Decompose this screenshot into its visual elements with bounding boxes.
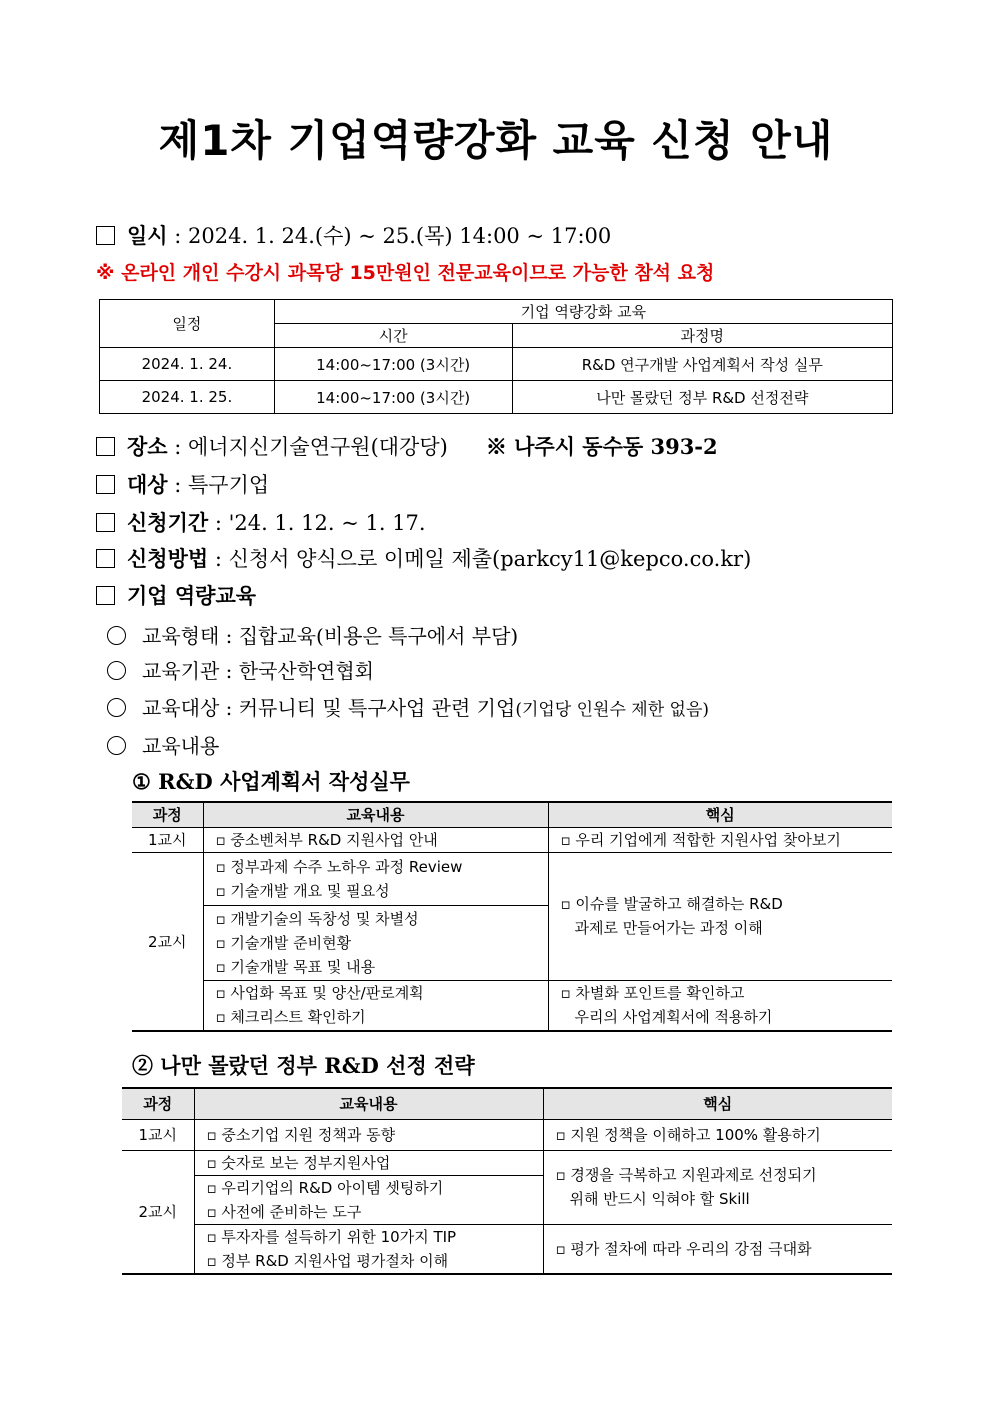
- training-item: [107, 692, 709, 721]
- row-date: 2024. 1. 24.: [100, 348, 275, 381]
- col-header: 핵심: [543, 1088, 892, 1119]
- training-line: [96, 580, 256, 610]
- col-header: 교육내용: [194, 1088, 543, 1119]
- table-row: [100, 381, 893, 414]
- content-line: ▫ 우리기업의 R&D 아이템 셋팅하기: [206, 1178, 444, 1197]
- place-value: : 에너지신기술연구원(대강당): [167, 435, 448, 459]
- row-course: R&D 연구개발 사업계획서 작성 실무: [512, 348, 892, 381]
- content-line: ▫ 숫자로 보는 정부지원사업: [206, 1153, 391, 1172]
- training-label: 기업 역량교육: [127, 583, 257, 608]
- circle-bullet-icon: [107, 626, 126, 645]
- table-row: [122, 1119, 892, 1150]
- key-line: ▫ 차별화 포인트를 확인하고: [560, 984, 745, 1003]
- col-header: 교육내용: [203, 802, 548, 827]
- target-line: [96, 469, 269, 499]
- target-label: 대상: [127, 472, 168, 497]
- group-header: 기업 역량강화 교육: [274, 300, 892, 324]
- col-course-header: 과정명: [512, 324, 892, 348]
- session-key: ▫ 우리 기업에게 적합한 지원사업 찾아보기: [548, 827, 892, 852]
- content-line: ▫ 사업화 목표 및 양산/판로계획: [215, 984, 424, 1003]
- col-header: 과정: [122, 1088, 194, 1119]
- training-item-text: 교육기관 : 한국산학연협회: [142, 659, 374, 683]
- col-header: 과정: [132, 802, 203, 827]
- table-row: [122, 1150, 892, 1175]
- schedule-table: [99, 299, 893, 414]
- training-item-text: 교육내용: [142, 734, 220, 758]
- content-line: ▫ 체크리스트 확인하기: [215, 1008, 366, 1027]
- training-item-text: 교육형태 : 집합교육(비용은 특구에서 부담): [142, 624, 519, 648]
- table-row: [100, 348, 893, 381]
- col-time-header: 시간: [274, 324, 512, 348]
- key-line: 위해 반드시 익혀야 할 Skill: [569, 1190, 750, 1208]
- content-line: ▫ 개발기술의 독창성 및 차별성: [215, 909, 419, 928]
- checkbox-icon: [96, 586, 115, 605]
- row-course: 나만 몰랐던 정부 R&D 선정전략: [512, 381, 892, 414]
- key-line: ▫ 경쟁을 극복하고 지원과제로 선정되기: [555, 1166, 817, 1184]
- method-line: [96, 543, 751, 573]
- schedule-line: [96, 220, 611, 250]
- row-time: 14:00~17:00 (3시간): [274, 381, 512, 414]
- place-line: [96, 431, 718, 461]
- session-label: 1교시: [122, 1119, 194, 1150]
- table-row: [122, 1224, 892, 1274]
- checkbox-icon: [96, 437, 115, 456]
- schedule-value: : 2024. 1. 24.(수) ~ 25.(목) 14:00 ~ 17:00: [167, 224, 612, 248]
- session-key: ▫ 평가 절차에 따라 우리의 강점 극대화: [543, 1224, 892, 1274]
- checkbox-icon: [96, 226, 115, 245]
- period-label: 신청기간: [127, 510, 209, 535]
- course2-table: [122, 1087, 892, 1275]
- session-label: 1교시: [132, 827, 203, 852]
- content-line: ▫ 사전에 준비하는 도구: [206, 1202, 362, 1221]
- table-row: [132, 980, 892, 1031]
- checkbox-icon: [96, 475, 115, 494]
- course1-table: [132, 801, 892, 1032]
- checkbox-icon: [96, 513, 115, 532]
- training-item-text: 교육대상 : 커뮤니티 및 특구사업 관련 기업: [142, 696, 516, 720]
- content-line: ▫ 정부과제 수주 노하우 과정 Review: [215, 857, 463, 876]
- circle-bullet-icon: [107, 736, 126, 755]
- circle-bullet-icon: [107, 698, 126, 717]
- row-date: 2024. 1. 25.: [100, 381, 275, 414]
- circle-bullet-icon: [107, 661, 126, 680]
- key-line: 우리의 사업계획서에 적용하기: [574, 1008, 773, 1027]
- course2-title: ② 나만 몰랐던 정부 R&D 선정 전략: [132, 1053, 475, 1078]
- target-value: : 특구기업: [167, 473, 270, 497]
- notice-text: ※ 온라인 개인 수강시 과목당 15만원인 전문교육이므로 가능한 참석 요청: [96, 262, 715, 284]
- content-line: ▫ 투자자를 설득하기 위한 10가지 TIP: [206, 1227, 457, 1246]
- schedule-label: 일시: [127, 223, 168, 248]
- col-date-header: 일정: [100, 300, 275, 348]
- session-label: 2교시: [122, 1150, 194, 1274]
- col-header: 핵심: [548, 802, 892, 827]
- content-line: ▫ 정부 R&D 지원사업 평가절차 이해: [206, 1251, 449, 1270]
- row-time: 14:00~17:00 (3시간): [274, 348, 512, 381]
- method-value: : 신청서 양식으로 이메일 제출(parkcy11@kepco.co.kr): [208, 547, 752, 571]
- page-title: 제1차 기업역량강화 교육 신청 안내: [158, 116, 834, 165]
- table-row: [132, 827, 892, 852]
- content-line: ▫ 기술개발 개요 및 필요성: [215, 881, 390, 900]
- period-line: [96, 507, 426, 537]
- session-key: ▫ 지원 정책을 이해하고 100% 활용하기: [543, 1119, 892, 1150]
- content-line: ▫ 기술개발 준비현황: [215, 933, 352, 952]
- training-item: [107, 620, 518, 649]
- key-line: ▫ 이슈를 발굴하고 해결하는 R&D: [560, 895, 783, 913]
- session-label: 2교시: [132, 852, 203, 1031]
- method-label: 신청방법: [127, 546, 209, 571]
- course1-title: ① R&D 사업계획서 작성실무: [132, 769, 410, 794]
- session-content: ▫ 중소기업 지원 정책과 동향: [194, 1119, 543, 1150]
- key-line: 과제로 만들어가는 과정 이해: [574, 919, 763, 937]
- table-row: [132, 852, 892, 905]
- content-line: ▫ 기술개발 목표 및 내용: [215, 957, 376, 976]
- checkbox-icon: [96, 549, 115, 568]
- training-item: [107, 730, 219, 759]
- place-label: 장소: [127, 434, 168, 459]
- session-content: ▫ 중소벤처부 R&D 지원사업 안내: [203, 827, 548, 852]
- place-address: ※ 나주시 동수동 393-2: [485, 434, 718, 459]
- training-item: [107, 655, 374, 684]
- training-item-note: (기업당 인원수 제한 없음): [515, 700, 710, 720]
- period-value: : '24. 1. 12. ~ 1. 17.: [208, 511, 426, 535]
